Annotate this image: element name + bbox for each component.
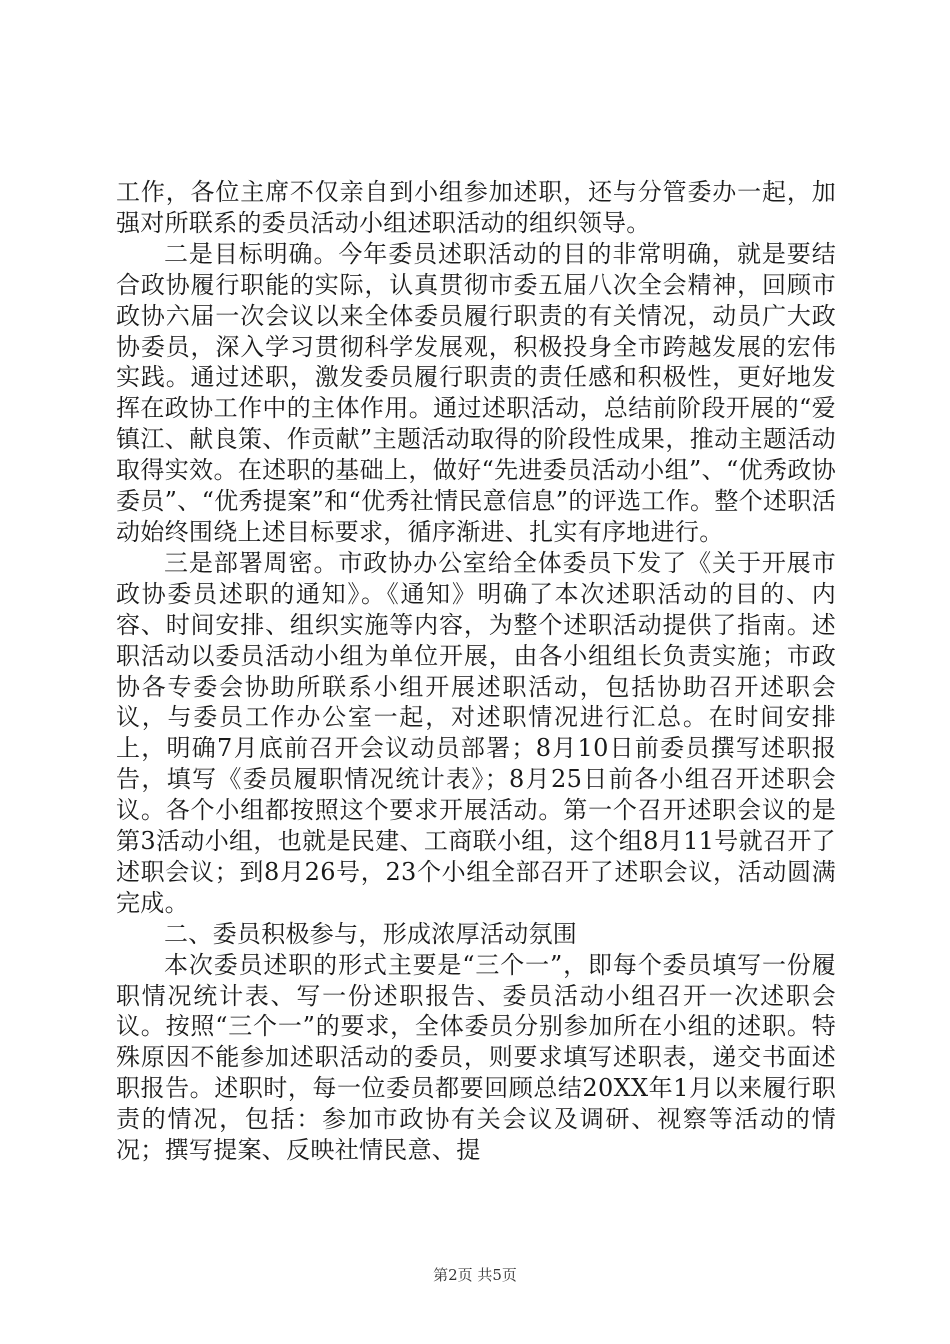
paragraph-1: 工作，各位主席不仅亲自到小组参加述职，还与分管委办一起，加强对所联系的委员活动小组述职活动的组织领导。 bbox=[116, 178, 836, 237]
section-heading: 二、委员积极参与，形成浓厚活动氛围 bbox=[164, 919, 578, 948]
page-number-footer: 第2页 共5页 bbox=[433, 1266, 517, 1284]
paragraph-3: 三是部署周密。市政协办公室给全体委员下发了《关于开展市政协委员述职的通知》。《通知》明确了本次述职活动的目的、内容、时间安排、组织实施等内容，为整个述职活动提供了指南。述职活动以委员活动小组为单位开展，由各小组组长负责实施；市政协各专委会协助所联系小组开展述职活动，包括协助召开述职会议，与委员工作办公室一起，对述职情况进行汇总。在时间安排上，明确7月底前召开会议动员部署；8月10日前委员撰写述职报告，填写《委员履职情况统计表》；8月25日前各小组召开述职会议。各个小组都按照这个要求开展活动。第一个召开述职会议的是第3活动小组，也就是民建、工商联小组，这个组8月11号就召开了述职会议；到8月26号，23个小组全部召开了述职会议，活动圆满完成。 bbox=[116, 548, 836, 917]
paragraph-4: 本次委员述职的形式主要是“三个一”，即每个委员填写一份履职情况统计表、写一份述职报告、委员活动小组召开一次述职会议。按照“三个一”的要求，全体委员分别参加所在小组的述职。特殊原因不能参加述职活动的委员，则要求填写述职表，递交书面述职报告。述职时，每一位委员都要回顾总结20XX年1月以来履行职责的情况，包括：参加市政协有关会议及调研、视察等活动的情况；撰写提案、反映社情民意、提 bbox=[116, 950, 836, 1165]
document-body bbox=[116, 177, 836, 1166]
paragraph-2: 二是目标明确。今年委员述职活动的目的非常明确，就是要结合政协履行职能的实际，认真贯彻市委五届八次全会精神，回顾市政协六届一次会议以来全体委员履行职责的有关情况，动员广大政协委员，深入学习贯彻科学发展观，积极投身全市跨越发展的宏伟实践。通过述职，激发委员履行职责的责任感和积极性，更好地发挥在政协工作中的主体作用。通过述职活动，总结前阶段开展的“爱镇江、献良策、作贡献”主题活动取得的阶段性成果，推动主题活动取得实效。在述职的基础上，做好“先进委员活动小组”、“优秀政协委员”、“优秀提案”和“优秀社情民意信息”的评选工作。整个述职活动始终围绕上述目标要求，循序渐进、扎实有序地进行。 bbox=[116, 239, 836, 546]
